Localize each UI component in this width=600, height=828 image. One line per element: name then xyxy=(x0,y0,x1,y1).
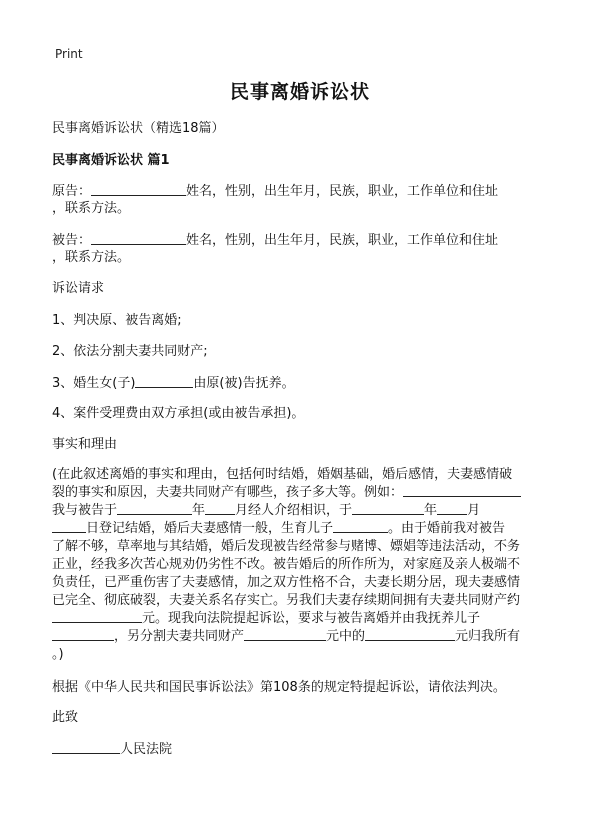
claim-3-blank xyxy=(135,375,193,388)
facts-line-10-a: ，另分割夫妻共同财产 xyxy=(114,629,245,644)
court-blank xyxy=(52,741,120,754)
print-link[interactable]: Print xyxy=(55,47,83,61)
facts-line-4-a: 日登记结婚，婚后夫妻感情一般，生育儿子 xyxy=(86,521,334,536)
facts-line-3-d: 年 xyxy=(424,503,438,518)
court-line xyxy=(52,741,172,757)
plaintiff-text: 姓名，性别，出生年月，民族，职业，工作单位和住址 xyxy=(186,184,499,199)
facts-line-4-b: 。由于婚前我对被告 xyxy=(388,521,506,536)
facts-line-9 xyxy=(52,610,521,628)
plaintiff-blank xyxy=(91,183,186,196)
facts-line-10-b: 元中的 xyxy=(326,629,366,644)
facts-line-7: 负责任，已严重伤害了夫妻感情，加之双方性格不合，夫妻长期分居，现夫妻感情 xyxy=(52,575,521,590)
facts-blank-son xyxy=(333,520,388,533)
facts-blank-month2 xyxy=(437,502,467,515)
facts-blank-year2 xyxy=(352,502,424,515)
claim-1: 1、判决原、被告离婚; xyxy=(52,313,182,328)
facts-line-3-e: 月 xyxy=(467,503,481,518)
claims-heading: 诉讼请求 xyxy=(52,281,105,296)
facts-blank-day xyxy=(52,520,86,533)
facts-line-11: 。) xyxy=(52,647,64,662)
facts-paragraph xyxy=(52,466,521,664)
claim-3-part-b: 由原(被)告抚养。 xyxy=(193,376,295,391)
facts-blank-example xyxy=(403,484,521,497)
facts-blank-property xyxy=(52,610,142,623)
closing-salutation: 此致 xyxy=(52,710,79,725)
defendant-label: 被告： xyxy=(52,233,92,248)
plaintiff-cont: ，联系方法。 xyxy=(52,201,131,216)
facts-line-10-c: 元归我所有 xyxy=(455,629,521,644)
facts-line-2-text: 裂的事实和原因，夫妻共同财产有哪些，孩子多大等。例如： xyxy=(52,485,404,500)
facts-blank-share xyxy=(365,628,455,641)
document-subtitle: 民事离婚诉讼状（精选18篇） xyxy=(52,121,225,136)
facts-line-3 xyxy=(52,502,521,520)
section-heading: 民事离婚诉讼状 篇1 xyxy=(52,153,170,168)
facts-line-8: 已完全、彻底破裂，夫妻关系名存实亡。另我们夫妻存续期间拥有夫妻共同财产约 xyxy=(52,593,521,608)
facts-line-2 xyxy=(52,484,521,502)
claim-3 xyxy=(52,375,295,391)
facts-line-9-text: 元。现我向法院提起诉讼，要求与被告离婚并由我抚养儿子 xyxy=(142,611,481,626)
defendant-cont: ，联系方法。 xyxy=(52,250,131,265)
document-title: 民事离婚诉讼状 xyxy=(229,81,370,103)
facts-blank-son-name xyxy=(52,628,114,641)
plaintiff-label: 原告： xyxy=(52,184,92,199)
defendant-line xyxy=(52,232,498,248)
facts-line-6: 正业，经我多次苦心规劝仍劣性不改。被告婚后的所作所为，对家庭及亲人极端不 xyxy=(52,557,521,572)
facts-line-3-b: 年 xyxy=(192,503,206,518)
defendant-text: 姓名，性别，出生年月，民族，职业，工作单位和住址 xyxy=(186,233,499,248)
facts-line-3-a: 我与被告于 xyxy=(52,503,118,518)
defendant-blank xyxy=(91,232,186,245)
claim-2: 2、依法分割夫妻共同财产; xyxy=(52,344,208,359)
facts-line-5: 了解不够，草率地与其结婚，婚后发现被告经常参与赌博、嫖娼等违法活动，不务 xyxy=(52,539,521,554)
facts-line-10 xyxy=(52,628,521,646)
facts-blank-month1 xyxy=(205,502,235,515)
claim-3-part-a: 3、婚生女(子) xyxy=(52,376,136,391)
facts-line-3-c: 月经人介绍相识，于 xyxy=(235,503,353,518)
legal-basis: 根据《中华人民共和国民事诉讼法》第108条的规定特提起诉讼，请依法判决。 xyxy=(52,680,506,695)
facts-blank-year1 xyxy=(117,502,192,515)
plaintiff-line xyxy=(52,183,498,199)
facts-blank-total xyxy=(244,628,326,641)
claim-4: 4、案件受理费由双方承担(或由被告承担)。 xyxy=(52,406,305,421)
facts-heading: 事实和理由 xyxy=(52,437,118,452)
court-suffix: 人民法院 xyxy=(120,742,173,757)
facts-line-1: (在此叙述离婚的事实和理由，包括何时结婚，婚姻基础，婚后感情，夫妻感情破 xyxy=(52,467,513,482)
facts-line-4 xyxy=(52,520,521,538)
